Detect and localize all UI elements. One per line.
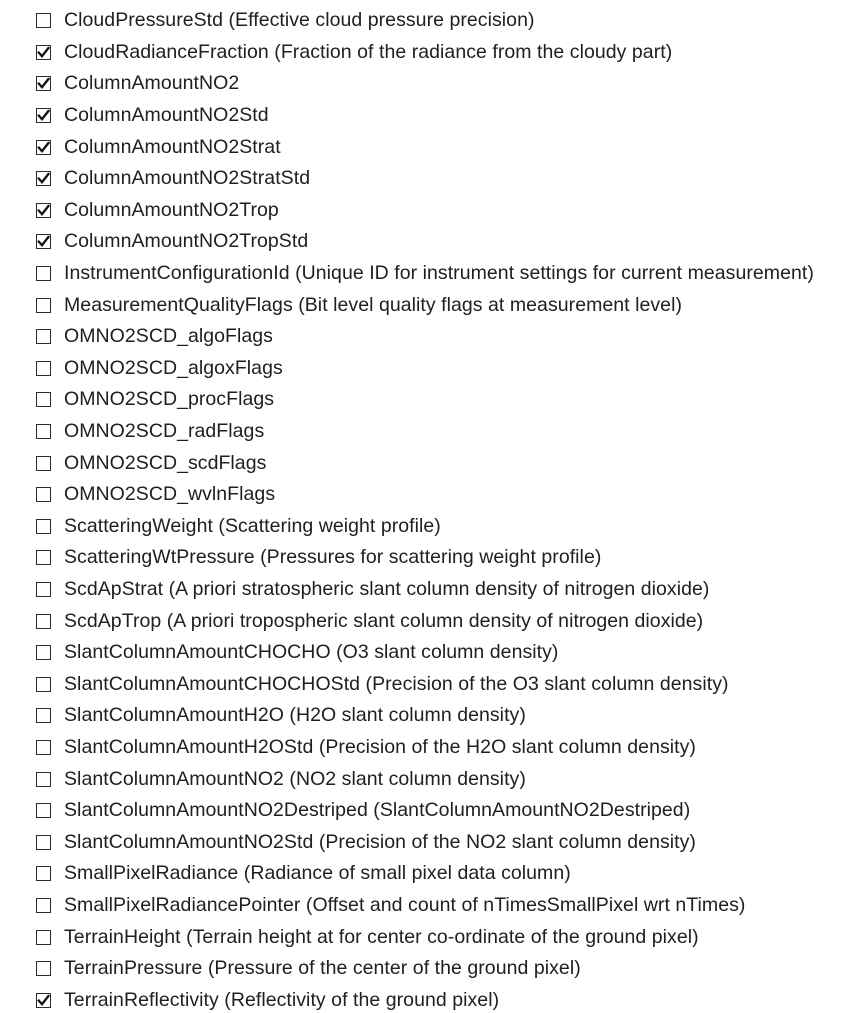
checkmark-icon [37, 77, 50, 90]
variable-label: SmallPixelRadiancePointer (Offset and count of nTimesSmallPixel wrt nTimes) [64, 893, 746, 916]
variable-row[interactable] [0, 953, 865, 985]
variable-label: SmallPixelRadiance (Radiance of small pixel data column) [64, 862, 571, 885]
variable-checkbox[interactable] [36, 930, 51, 945]
variable-label: SlantColumnAmountNO2 (NO2 slant column density) [64, 767, 526, 790]
variable-label: TerrainHeight (Terrain height at for center co-ordinate of the ground pixel) [64, 925, 699, 948]
variable-row[interactable] [0, 700, 865, 732]
variable-row[interactable] [0, 574, 865, 606]
variable-label: TerrainPressure (Pressure of the center of the ground pixel) [64, 957, 581, 980]
variable-label: ScatteringWtPressure (Pressures for scattering weight profile) [64, 546, 602, 569]
variable-label: ColumnAmountNO2Strat [64, 135, 281, 158]
variable-checkbox[interactable] [36, 866, 51, 881]
checkmark-icon [37, 994, 50, 1007]
variable-checkbox[interactable] [36, 550, 51, 565]
checkmark-icon [37, 46, 50, 59]
variable-label: ScdApStrat (A priori stratospheric slant column density of nitrogen dioxide) [64, 577, 710, 600]
variable-checkbox[interactable] [36, 140, 51, 155]
variable-checkbox[interactable] [36, 234, 51, 249]
variable-checkbox[interactable] [36, 203, 51, 218]
variable-row[interactable] [0, 195, 865, 227]
variable-checkbox[interactable] [36, 740, 51, 755]
variable-label: OMNO2SCD_wvlnFlags [64, 483, 276, 506]
checkmark-icon [37, 172, 50, 185]
variable-label: SlantColumnAmountCHOCHOStd (Precision of the O3 slant column density) [64, 672, 729, 695]
variable-label: CloudRadianceFraction (Fraction of the radiance from the cloudy part) [64, 40, 673, 63]
variable-row[interactable] [0, 668, 865, 700]
variable-checkbox[interactable] [36, 835, 51, 850]
variable-row[interactable] [0, 637, 865, 669]
variable-row[interactable] [0, 289, 865, 321]
variable-row[interactable] [0, 416, 865, 448]
variable-label: OMNO2SCD_scdFlags [64, 451, 267, 474]
variable-row[interactable] [0, 890, 865, 922]
variable-row[interactable] [0, 858, 865, 890]
variable-label: ColumnAmountNO2 [64, 72, 240, 95]
variable-row[interactable] [0, 921, 865, 953]
checkmark-icon [37, 109, 50, 122]
variable-checkbox[interactable] [36, 898, 51, 913]
variable-checkbox[interactable] [36, 108, 51, 123]
variable-row[interactable] [0, 984, 865, 1013]
variable-checkbox[interactable] [36, 993, 51, 1008]
variable-row[interactable] [0, 763, 865, 795]
variable-label: OMNO2SCD_algoFlags [64, 325, 273, 348]
variable-label: CloudPressureStd (Effective cloud pressure precision) [64, 9, 535, 32]
variable-label: ScatteringWeight (Scattering weight profile) [64, 514, 441, 537]
variable-checkbox[interactable] [36, 708, 51, 723]
variable-checkbox[interactable] [36, 76, 51, 91]
variable-row[interactable] [0, 479, 865, 511]
variable-label: OMNO2SCD_algoxFlags [64, 356, 283, 379]
variable-checkbox[interactable] [36, 45, 51, 60]
variable-checkbox[interactable] [36, 582, 51, 597]
variable-checkbox[interactable] [36, 803, 51, 818]
variable-row[interactable] [0, 131, 865, 163]
variable-row[interactable] [0, 384, 865, 416]
variable-checkbox[interactable] [36, 487, 51, 502]
variable-label: SlantColumnAmountCHOCHO (O3 slant column density) [64, 641, 559, 664]
variable-checkbox[interactable] [36, 329, 51, 344]
variable-row[interactable] [0, 5, 865, 37]
variable-checkbox[interactable] [36, 171, 51, 186]
variable-label: SlantColumnAmountH2O (H2O slant column density) [64, 704, 526, 727]
variable-checkbox[interactable] [36, 424, 51, 439]
variable-row[interactable] [0, 258, 865, 290]
variable-checkbox[interactable] [36, 519, 51, 534]
checkmark-icon [37, 141, 50, 154]
variable-label: ColumnAmountNO2StratStd [64, 167, 311, 190]
variable-row[interactable] [0, 68, 865, 100]
variable-row[interactable] [0, 826, 865, 858]
variable-checkbox[interactable] [36, 298, 51, 313]
variable-row[interactable] [0, 511, 865, 543]
variable-label: ColumnAmountNO2Trop [64, 198, 279, 221]
variable-label: OMNO2SCD_radFlags [64, 420, 265, 443]
variable-checkbox[interactable] [36, 13, 51, 28]
variable-row[interactable] [0, 605, 865, 637]
variable-row[interactable] [0, 163, 865, 195]
checkmark-icon [37, 204, 50, 217]
variable-row[interactable] [0, 353, 865, 385]
variable-row[interactable] [0, 321, 865, 353]
variable-label: SlantColumnAmountH2OStd (Precision of the H2O slant column density) [64, 735, 696, 758]
variable-label: ColumnAmountNO2TropStd [64, 230, 309, 253]
variable-checkbox[interactable] [36, 392, 51, 407]
variable-checkbox[interactable] [36, 645, 51, 660]
variable-label: InstrumentConfigurationId (Unique ID for instrument settings for current measurement) [64, 262, 814, 285]
variable-checkbox[interactable] [36, 456, 51, 471]
variable-label: ScdApTrop (A priori tropospheric slant column density of nitrogen dioxide) [64, 609, 704, 632]
variable-checkbox[interactable] [36, 772, 51, 787]
variable-checkbox[interactable] [36, 266, 51, 281]
variable-row[interactable] [0, 542, 865, 574]
variable-row[interactable] [0, 795, 865, 827]
variable-row[interactable] [0, 100, 865, 132]
variable-checkbox[interactable] [36, 361, 51, 376]
variable-label: OMNO2SCD_procFlags [64, 388, 275, 411]
variable-row[interactable] [0, 447, 865, 479]
variable-label: SlantColumnAmountNO2Destriped (SlantColumnAmountNO2Destriped) [64, 799, 691, 822]
variable-row[interactable] [0, 37, 865, 69]
variable-checkbox[interactable] [36, 614, 51, 629]
variable-label: TerrainReflectivity (Reflectivity of the ground pixel) [64, 988, 500, 1011]
variable-checkbox[interactable] [36, 677, 51, 692]
variable-checkbox[interactable] [36, 961, 51, 976]
variable-label: SlantColumnAmountNO2Std (Precision of the NO2 slant column density) [64, 830, 696, 853]
variable-row[interactable] [0, 732, 865, 764]
variable-row[interactable] [0, 226, 865, 258]
variable-label: ColumnAmountNO2Std [64, 104, 269, 127]
checkmark-icon [37, 235, 50, 248]
variable-label: MeasurementQualityFlags (Bit level quality flags at measurement level) [64, 293, 683, 316]
